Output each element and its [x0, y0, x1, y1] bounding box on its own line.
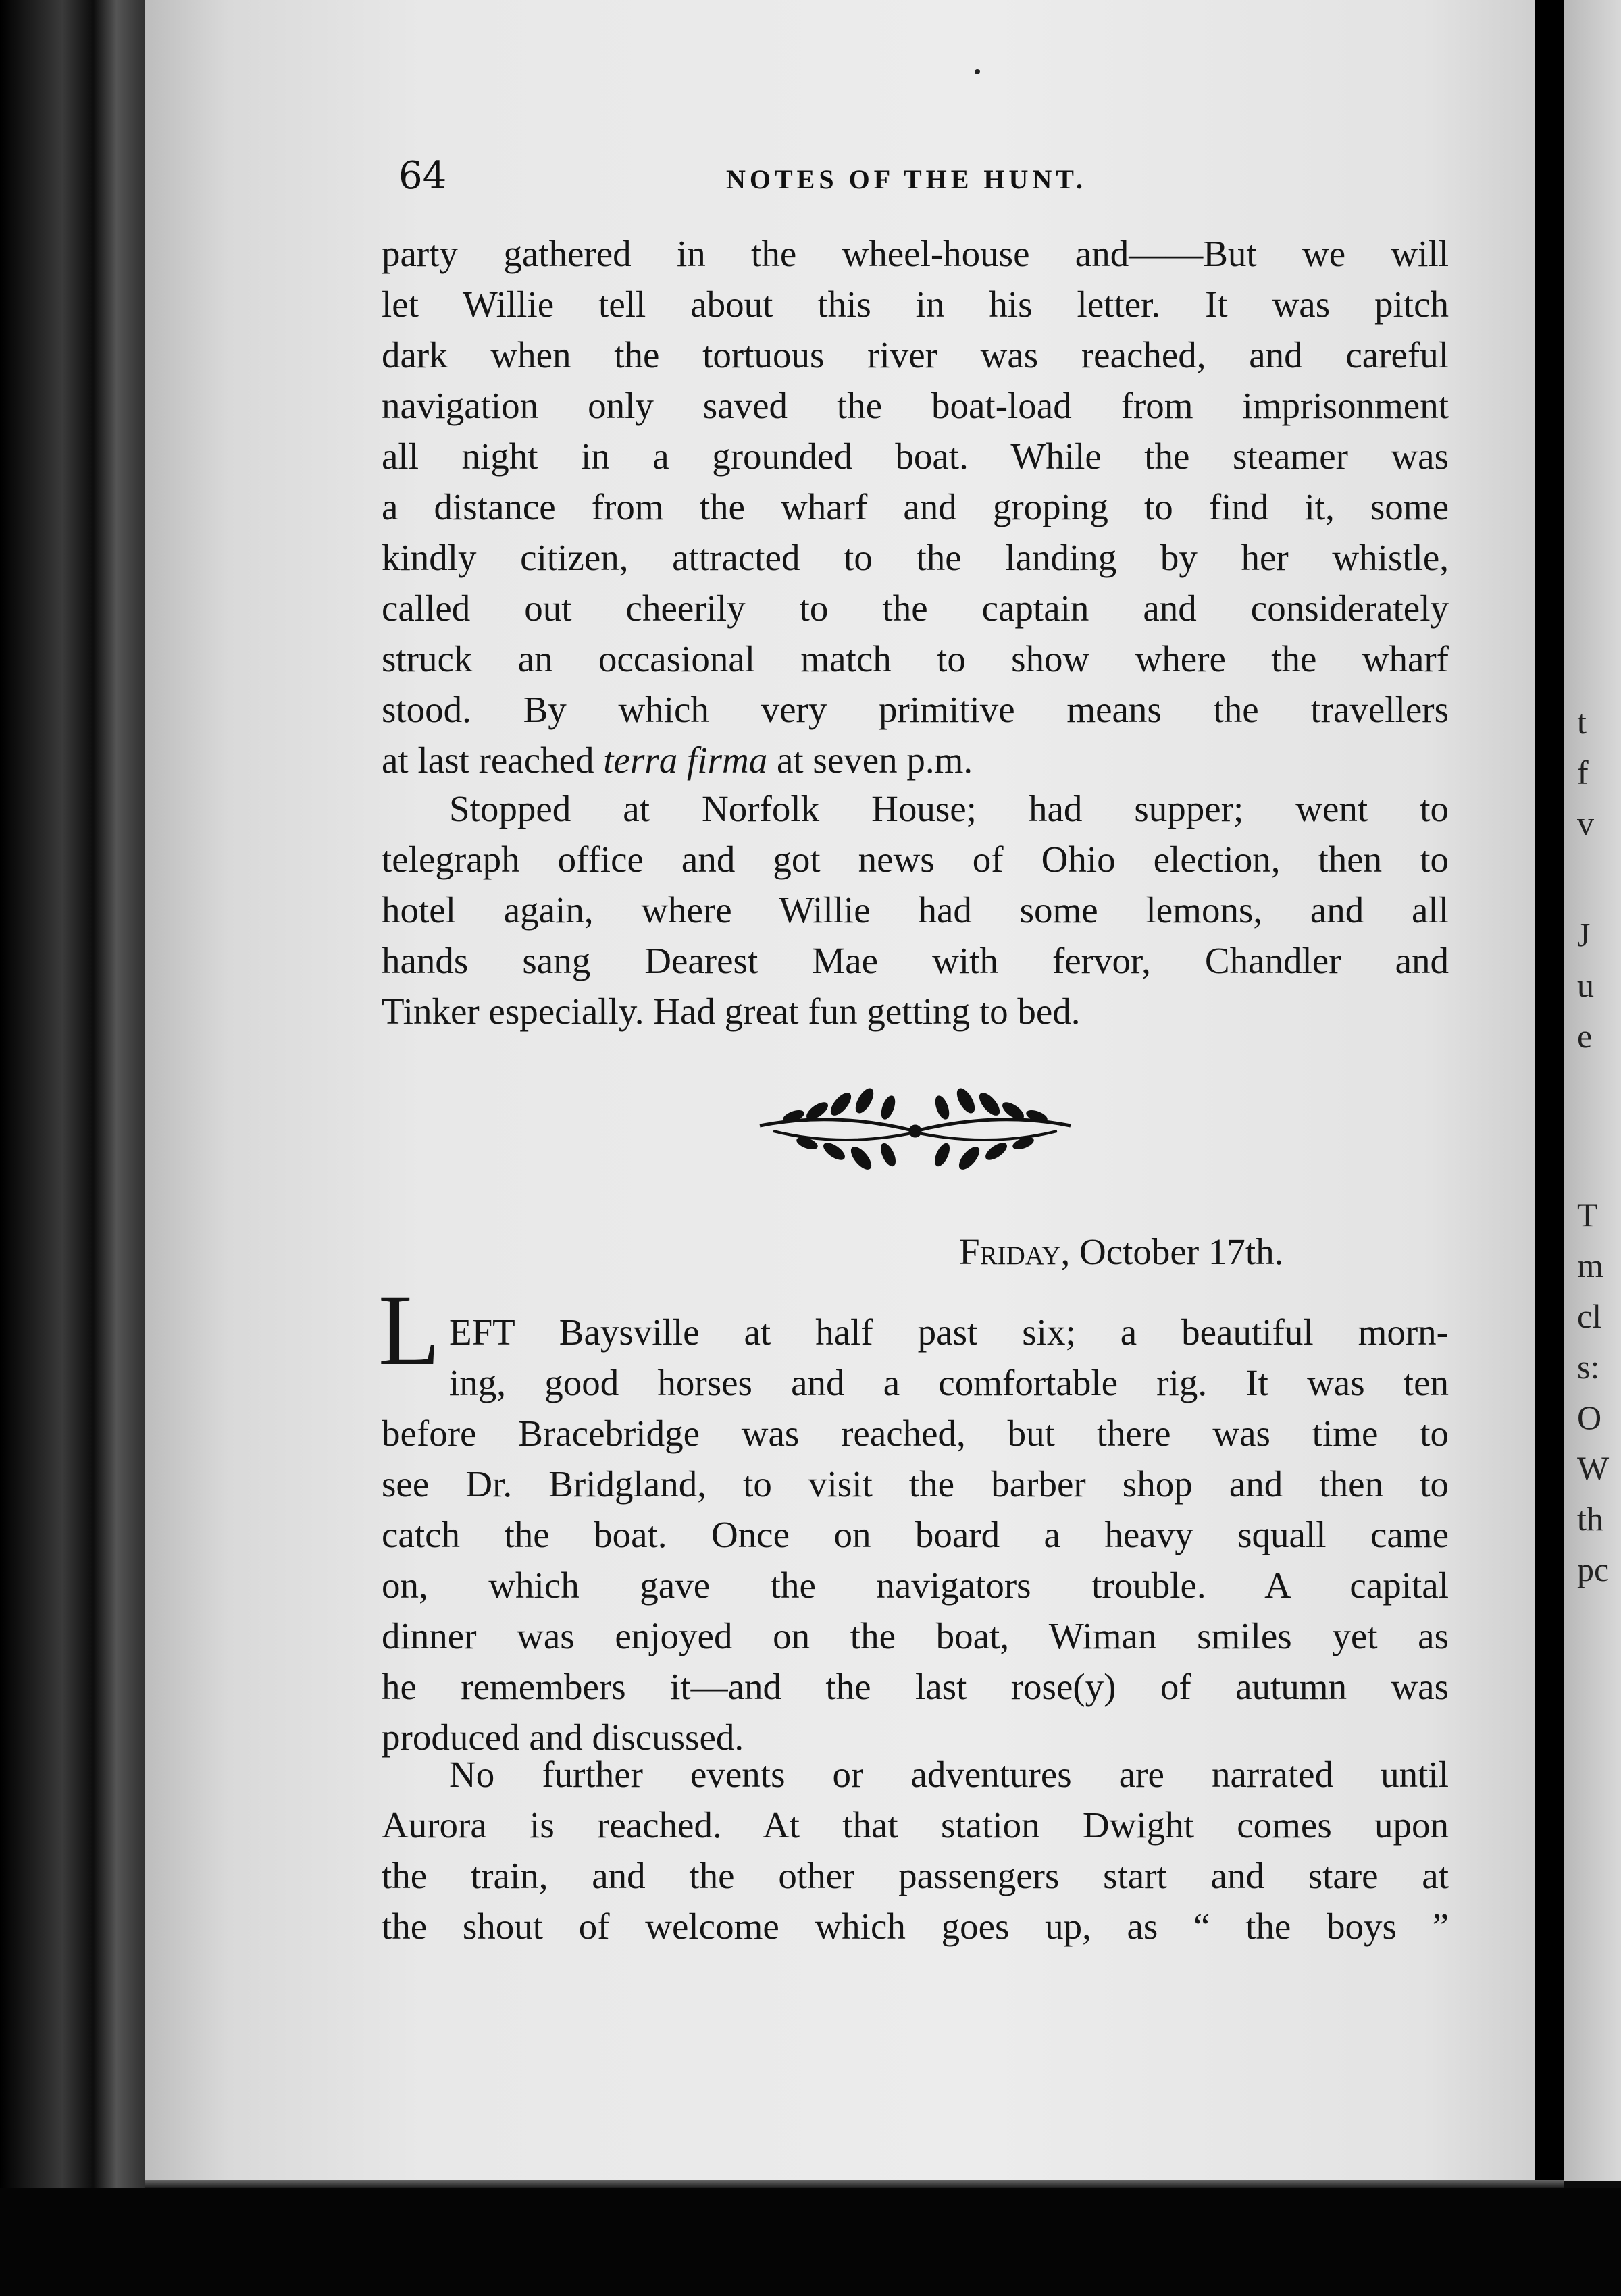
text-run: at last reached	[382, 739, 604, 781]
text-line: before Bracebridge was reached, but there was time to	[382, 1413, 1449, 1454]
page-number: 64	[398, 154, 447, 198]
text-line: struck an occasional match to show where the wharf	[382, 638, 1449, 679]
next-page-fragment: m	[1577, 1247, 1603, 1284]
paragraph-baysville	[382, 1307, 1449, 1763]
book-spine-left	[0, 0, 155, 2296]
next-page-fragment: pc	[1577, 1550, 1610, 1588]
page-header	[398, 154, 1452, 208]
next-page-fragment: t	[1577, 703, 1587, 741]
text-line: navigation only saved the boat-load from imprisonment	[382, 385, 1449, 426]
paragraph-aurora	[382, 1749, 1449, 1952]
dateline-day: Friday,	[959, 1231, 1071, 1272]
next-page-fragment: cl	[1577, 1297, 1602, 1335]
text-line: a distance from the wharf and groping to find it, some	[382, 486, 1449, 527]
dateline-date: October 17th.	[1079, 1231, 1284, 1272]
text-line: the train, and the other passengers start and stare at	[382, 1855, 1449, 1896]
text-line	[382, 735, 1449, 785]
text-line: see Dr. Bridgland, to visit the barber shop and then to	[382, 1463, 1449, 1505]
text-run: at seven p.m.	[767, 739, 973, 781]
text-line: Stopped at Norfolk House; had supper; went to	[449, 788, 1449, 829]
text-line: the shout of welcome which goes up, as “ the boys ”	[382, 1906, 1449, 1947]
next-page-fragment: J	[1577, 916, 1591, 954]
drop-cap: L	[378, 1274, 440, 1386]
text-line: EFT Baysville at half past six; a beautiful morn-	[449, 1311, 1449, 1353]
text-line: party gathered in the wheel-house and——But we will	[382, 233, 1449, 274]
text-line: catch the boat. Once on board a heavy squall came	[382, 1514, 1449, 1555]
entry-dateline	[959, 1230, 1283, 1273]
text-line: hands sang Dearest Mae with fervor, Chandler and	[382, 940, 1449, 981]
text-line: telegraph office and got news of Ohio election, then to	[382, 839, 1449, 880]
text-line: dark when the tortuous river was reached, and careful	[382, 334, 1449, 375]
text-line: called out cheerily to the captain and considerately	[382, 588, 1449, 629]
paragraph-continuation	[382, 228, 1449, 785]
next-page-fragment: T	[1577, 1196, 1598, 1234]
text-line: No further events or adventures are narrated until	[449, 1754, 1449, 1795]
next-page-fragment: u	[1577, 966, 1594, 1004]
text-line: dinner was enjoyed on the boat, Wiman smiles yet as	[382, 1615, 1449, 1656]
text-line: Aurora is reached. At that station Dwight comes upon	[382, 1804, 1449, 1846]
speck	[975, 69, 980, 74]
text-line: ing, good horses and a comfortable rig. It was ten	[449, 1362, 1449, 1403]
text-line: all night in a grounded boat. While the steamer was	[382, 436, 1449, 477]
paragraph-norfolk-house	[382, 783, 1449, 1037]
text-line: produced and discussed.	[382, 1717, 744, 1758]
text-line: kindly citizen, attracted to the landing by her whistle,	[382, 537, 1449, 578]
text-line: hotel again, where Willie had some lemons, and all	[382, 889, 1449, 931]
text-line: stood. By which very primitive means the travellers	[382, 689, 1449, 730]
leaf-ornament-icon	[753, 1084, 1077, 1178]
next-page-fragment: e	[1577, 1017, 1593, 1055]
next-page-edge	[1564, 0, 1621, 2181]
page-gutter	[1535, 0, 1564, 2296]
text-line: Tinker especially. Had great fun getting to bed.	[382, 991, 1081, 1032]
next-page-fragment: W	[1577, 1449, 1610, 1487]
next-page-fragment: th	[1577, 1500, 1603, 1538]
next-page-fragment: O	[1577, 1399, 1602, 1436]
scan-background	[0, 2188, 1621, 2296]
next-page-fragment: v	[1577, 804, 1594, 842]
text-line: let Willie tell about this in his letter. It was pitch	[382, 284, 1449, 325]
running-head: NOTES OF THE HUNT.	[726, 164, 1087, 194]
text-line: he remembers it—and the last rose(y) of autumn was	[382, 1666, 1449, 1707]
next-page-fragment: f	[1577, 754, 1589, 791]
italic-phrase: terra firma	[603, 739, 768, 781]
next-page-fragment: s:	[1577, 1348, 1600, 1386]
text-line: on, which gave the navigators trouble. A capital	[382, 1565, 1449, 1606]
